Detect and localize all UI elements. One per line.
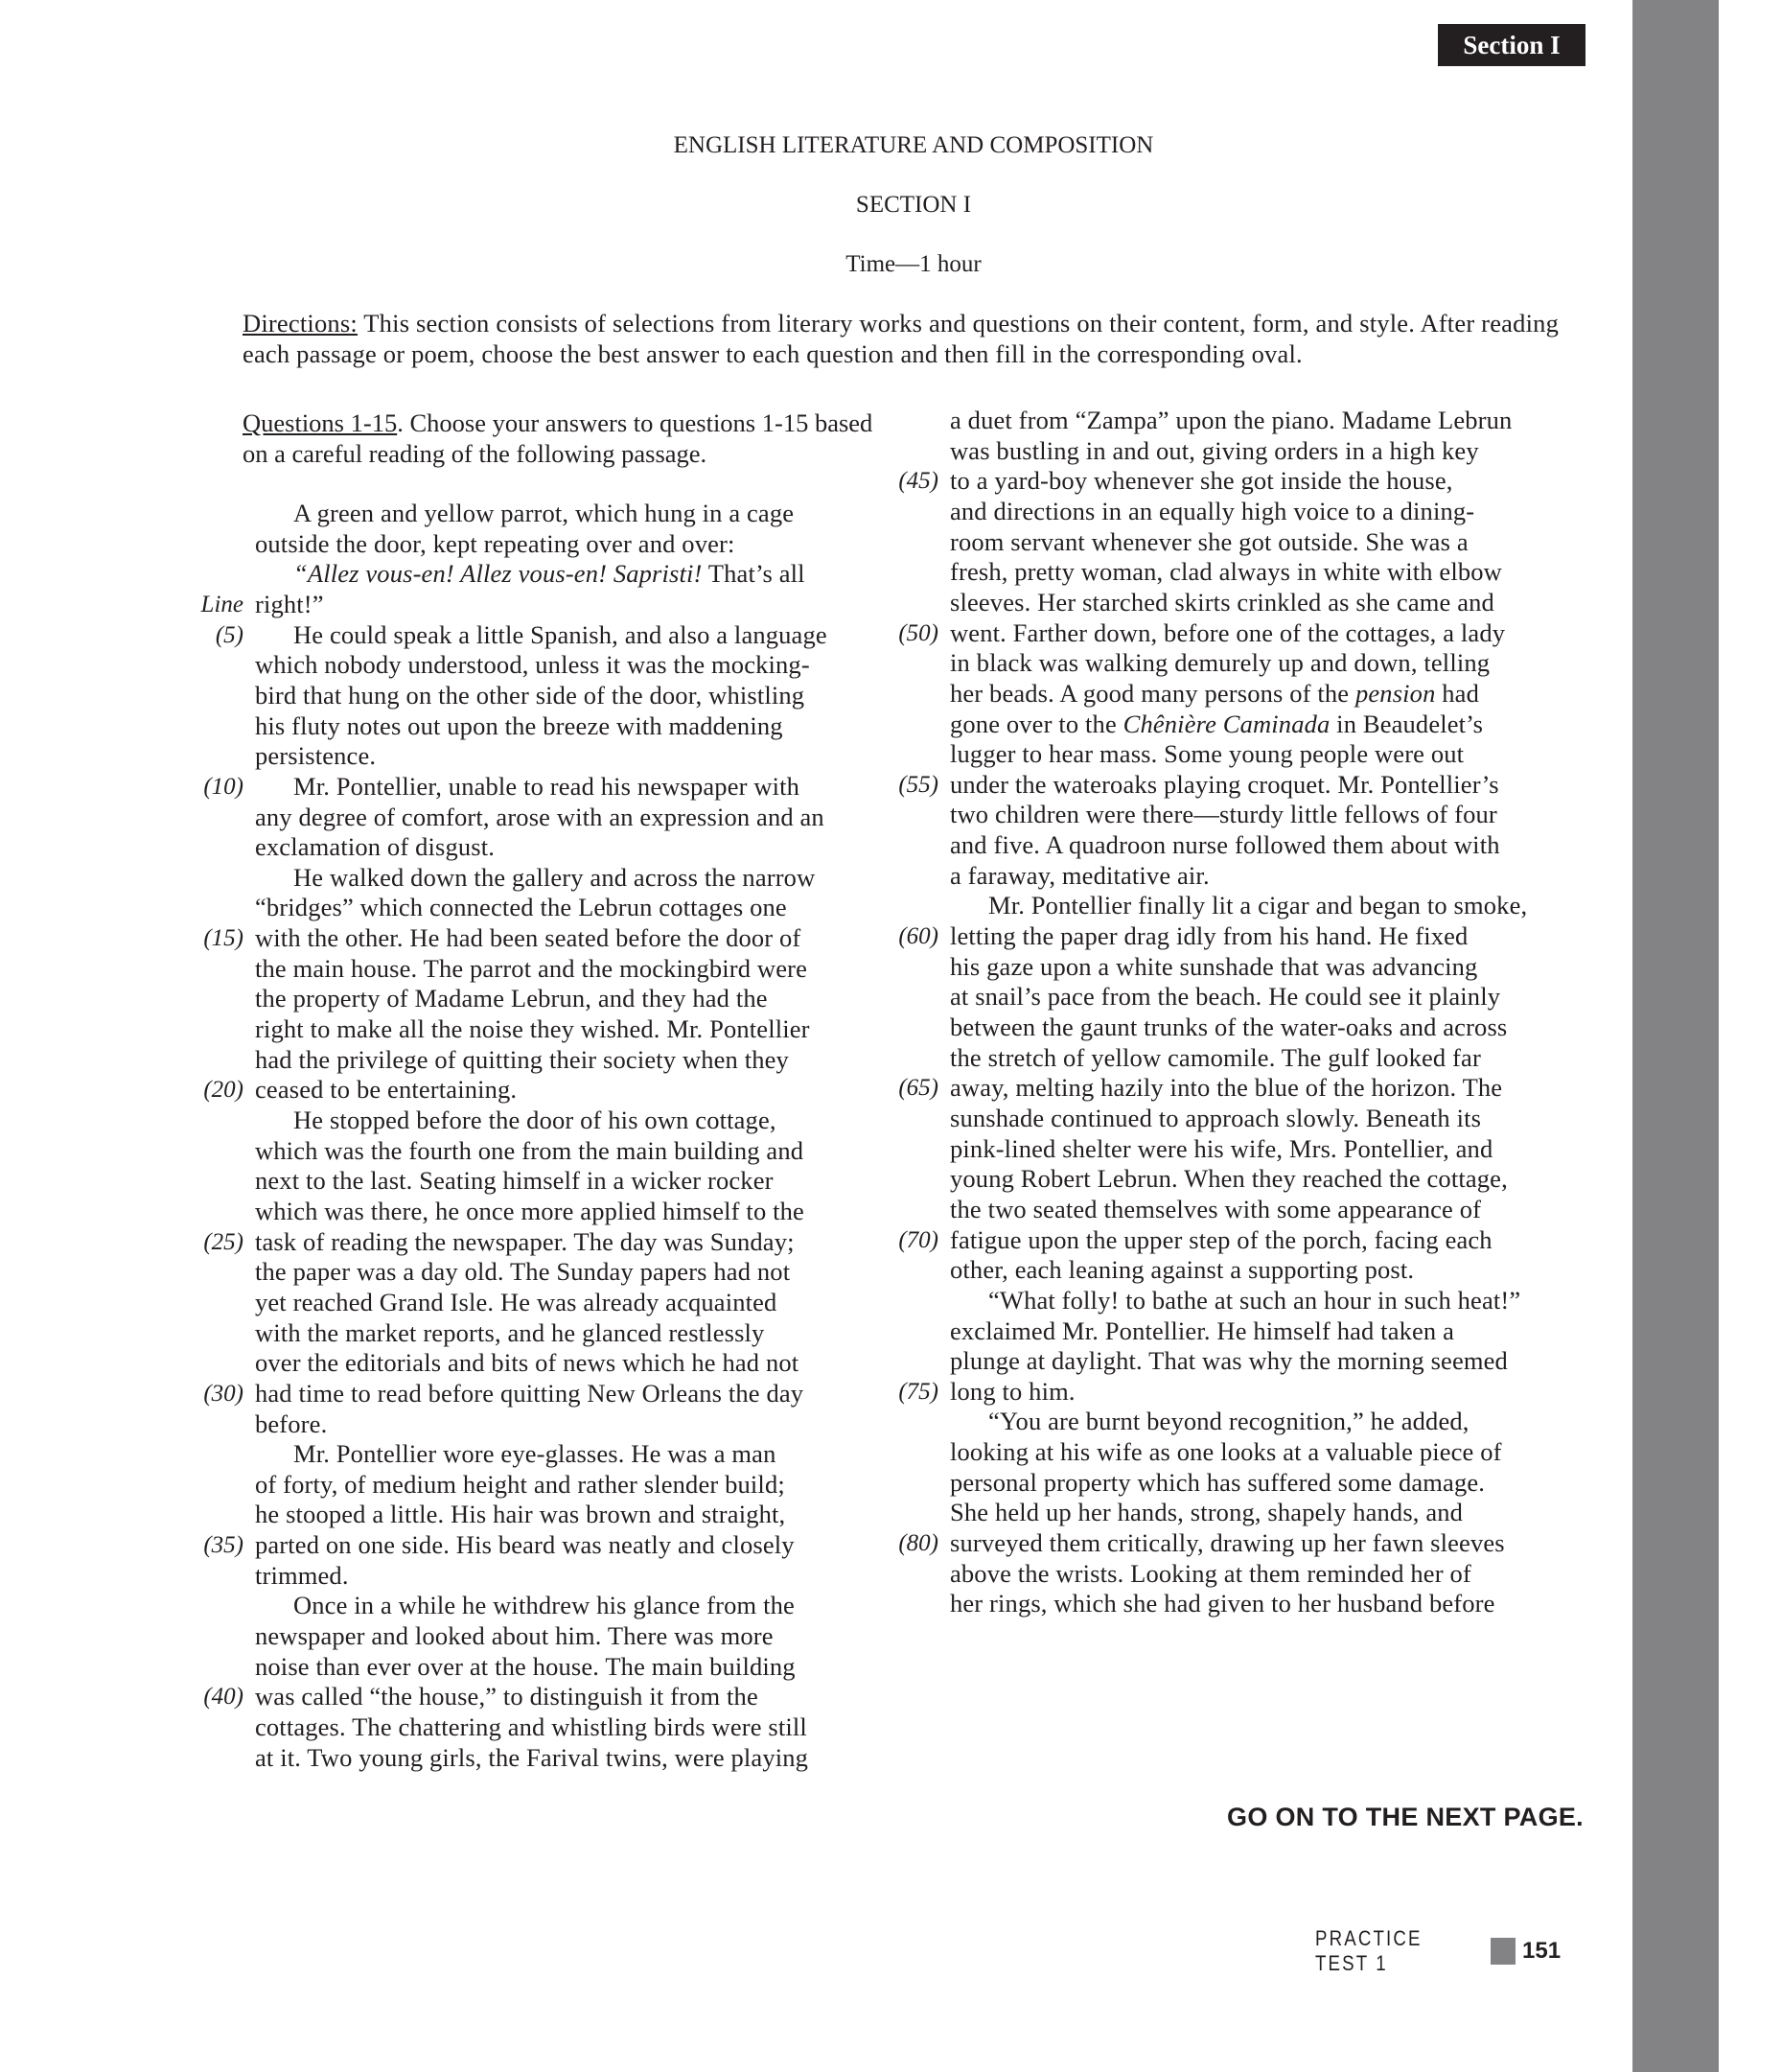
passage-line: He stopped before the door of his own cottage,: [293, 1106, 776, 1134]
line-number: (40): [203, 1684, 243, 1711]
text: That’s all: [702, 559, 805, 589]
passage-line: room servant whenever she got outside. She was a: [950, 526, 1469, 556]
questions-intro: [243, 408, 894, 469]
line-number: (55): [898, 771, 938, 798]
directions-label: Directions:: [243, 309, 358, 338]
passage-line: newspaper and looked about him. There was more: [255, 1621, 774, 1651]
passage-line: outside the door, kept repeating over and over:: [255, 528, 735, 558]
line-number: (10): [203, 773, 243, 800]
time-limit: Time—1 hour: [845, 251, 982, 277]
italic-text: Chênière Caminada: [1122, 709, 1331, 738]
passage-line: persistence.: [255, 741, 377, 771]
passage-line: and five. A quadroon nurse followed them about with: [950, 830, 1500, 860]
passage-line: at snail’s pace from the beach. He could see it plainly: [950, 982, 1501, 1012]
passage-line: Mr. Pontellier, unable to read his newspaper with: [293, 771, 800, 801]
passage-line: in black was walking demurely up and down, telling: [950, 648, 1491, 678]
line-number: (35): [203, 1532, 243, 1559]
passage-line: exclaimed Mr. Pontellier. He himself had taken a: [950, 1315, 1455, 1345]
passage-line: yet reached Grand Isle. He was already acquainted: [255, 1287, 777, 1316]
passage-line: the main house. The parrot and the mockingbird were: [255, 953, 808, 983]
passage-line: with the market reports, and he glanced restlessly: [255, 1317, 765, 1347]
passage-line: looking at his wife as one looks at a valuable piece of: [950, 1437, 1502, 1467]
questions-label: Questions 1-15: [243, 408, 398, 437]
passage-line: to a yard-boy whenever she got inside the house,: [950, 466, 1453, 496]
passage-line: his fluty notes out upon the breeze with maddening: [255, 710, 783, 740]
passage-line: bird that hung on the other side of the door, whistling: [255, 680, 805, 710]
passage-line: a faraway, meditative air.: [950, 860, 1210, 890]
passage-line: away, melting hazily into the blue of the horizon. The: [950, 1073, 1503, 1103]
passage-line: the paper was a day old. The Sunday papers had not: [255, 1257, 791, 1287]
passage-line: which was the fourth one from the main building and: [255, 1135, 804, 1165]
line-number: (75): [898, 1378, 938, 1405]
passage-line: of forty, of medium height and rather slender build;: [255, 1469, 785, 1499]
passage-line: the property of Madame Lebrun, and they had the: [255, 984, 768, 1013]
questions-text: . Choose your answers to questions 1-15 based on a careful reading of the following passage.: [243, 408, 873, 468]
passage-line: A green and yellow parrot, which hung in a cage: [293, 499, 795, 527]
passage-line: cottages. The chattering and whistling birds were still: [255, 1712, 807, 1741]
passage-line: was bustling in and out, giving orders in a high key: [950, 435, 1479, 465]
passage-line: Mr. Pontellier wore eye-glasses. He was a man: [293, 1439, 776, 1469]
passage-line: [950, 679, 1479, 710]
passage-line: and directions in an equally high voice to a dining-: [950, 496, 1475, 525]
page-edge-tab: [1632, 0, 1719, 2072]
section-heading: SECTION I: [855, 192, 972, 218]
passage-line: noise than ever over at the house. The main building: [255, 1651, 796, 1681]
italic-text: pension: [1355, 678, 1436, 708]
passage-line: he stooped a little. His hair was brown and straight,: [255, 1500, 786, 1529]
passage-line: fresh, pretty woman, clad always in white with elbow: [950, 557, 1502, 587]
line-number: Line: [200, 591, 243, 617]
page-footer: [1315, 1926, 1562, 1975]
directions: [243, 309, 1585, 369]
passage-line: task of reading the newspaper. The day was Sunday;: [255, 1226, 795, 1256]
passage-line: personal property which has suffered some damage.: [950, 1467, 1486, 1497]
go-on-notice: GO ON TO THE NEXT PAGE.: [1227, 1803, 1584, 1831]
passage-line: plunge at daylight. That was why the morning seemed: [950, 1346, 1508, 1376]
line-number: (60): [898, 923, 938, 950]
text: gone over to the: [950, 709, 1123, 738]
passage-line: He could speak a little Spanish, and also a language: [293, 619, 827, 649]
page-number: 151: [1522, 1938, 1562, 1964]
passage-line: two children were there—sturdy little fellows of four: [950, 800, 1497, 829]
line-number: (25): [203, 1228, 243, 1255]
passage-line: any degree of comfort, arose with an expression and an: [255, 802, 824, 831]
line-number: (50): [898, 619, 938, 646]
passage-line: He walked down the gallery and across the narrow: [293, 862, 816, 892]
passage-line: had time to read before quitting New Orleans the day: [255, 1378, 804, 1408]
passage-line: letting the paper drag idly from his hand. He fixed: [950, 921, 1469, 951]
passage-line: before.: [255, 1408, 328, 1438]
line-number: (5): [215, 621, 243, 648]
passage-line: young Robert Lebrun. When they reached the cottage,: [950, 1164, 1508, 1194]
passage-line: “What folly! to bathe at such an hour in such heat!”: [988, 1285, 1521, 1315]
passage-line: other, each leaning against a supporting post.: [950, 1255, 1415, 1285]
passage-line: ceased to be entertaining.: [255, 1075, 518, 1105]
passage-line: with the other. He had been seated before the door of: [255, 923, 801, 953]
passage-line: had the privilege of quitting their society when they: [255, 1044, 789, 1074]
passage-line: Once in a while he withdrew his glance from the: [293, 1591, 795, 1620]
passage-line: “bridges” which connected the Lebrun cottages one: [255, 893, 787, 922]
passage-line: trimmed.: [255, 1560, 349, 1590]
passage-line: went. Farther down, before one of the cottages, a lady: [950, 617, 1506, 647]
passage-line: long to him.: [950, 1376, 1076, 1406]
line-number: (70): [898, 1226, 938, 1253]
passage-line: her rings, which she had given to her husband before: [950, 1589, 1495, 1618]
exam-title: ENGLISH LITERATURE AND COMPOSITION: [673, 132, 1154, 158]
passage-line: above the wrists. Looking at them reminded her of: [950, 1558, 1471, 1588]
line-number: (20): [203, 1077, 243, 1104]
passage-line: sleeves. Her starched skirts crinkled as she came and: [950, 587, 1494, 617]
footer-label: PRACTICE TEST 1: [1315, 1926, 1423, 1975]
passage-line: right to make all the noise they wished. Mr. Pontellier: [255, 1014, 810, 1044]
passage-line: lugger to hear mass. Some young people were out: [950, 739, 1465, 769]
passage-line: [950, 710, 1483, 740]
text: had: [1435, 678, 1479, 708]
passage-line: next to the last. Seating himself in a wicker rocker: [255, 1166, 774, 1196]
line-number: (45): [898, 468, 938, 495]
passage-line: parted on one side. His beard was neatly and closely: [255, 1530, 795, 1560]
passage-line: which was there, he once more applied himself to the: [255, 1196, 804, 1225]
section-badge: Section I: [1438, 24, 1585, 66]
passage-line: right!”: [255, 589, 324, 618]
passage-line: a duet from “Zampa” upon the piano. Madame Lebrun: [950, 406, 1513, 434]
footer-marker: [1491, 1938, 1516, 1965]
line-number: (30): [203, 1380, 243, 1407]
line-number: (65): [898, 1075, 938, 1102]
passage-line: Mr. Pontellier finally lit a cigar and began to smoke,: [988, 891, 1528, 920]
passage-line: exclamation of disgust.: [255, 832, 495, 862]
passage-line: at it. Two young girls, the Farival twins, were playing: [255, 1742, 809, 1772]
line-number: (80): [898, 1530, 938, 1557]
passage-line: his gaze upon a white sunshade that was advancing: [950, 951, 1478, 981]
passage-line: surveyed them critically, drawing up her fawn sleeves: [950, 1528, 1505, 1558]
passage-line: the stretch of yellow camomile. The gulf looked far: [950, 1042, 1481, 1072]
passage-line: the two seated themselves with some appearance of: [950, 1194, 1482, 1223]
directions-text: This section consists of selections from literary works and questions on their content, form, and style. After reading each passage or poem, choose the best answer to each question and then fill in the corresponding oval.: [243, 309, 1560, 368]
passage-line: which nobody understood, unless it was the mocking-: [255, 650, 810, 680]
passage-line: was called “the house,” to distinguish it from the: [255, 1682, 758, 1711]
passage-line: [293, 559, 805, 590]
text: in Beaudelet’s: [1330, 709, 1484, 738]
passage-line: under the wateroaks playing croquet. Mr. Pontellier’s: [950, 769, 1499, 799]
passage-line: sunshade continued to approach slowly. Beneath its: [950, 1103, 1482, 1132]
passage-line: between the gaunt trunks of the water-oaks and across: [950, 1013, 1508, 1041]
text: her beads. A good many persons of the: [950, 678, 1355, 708]
italic-text: “Allez vous-en! Allez vous-en! Sapristi!: [293, 559, 703, 589]
passage-line: “You are burnt beyond recognition,” he added,: [988, 1407, 1470, 1436]
passage-line: pink-lined shelter were his wife, Mrs. Pontellier, and: [950, 1133, 1493, 1163]
line-number: (15): [203, 925, 243, 952]
passage-line: over the editorials and bits of news which he had not: [255, 1348, 799, 1378]
passage-line: fatigue upon the upper step of the porch, facing each: [950, 1224, 1493, 1254]
passage-line: She held up her hands, strong, shapely hands, and: [950, 1498, 1464, 1527]
